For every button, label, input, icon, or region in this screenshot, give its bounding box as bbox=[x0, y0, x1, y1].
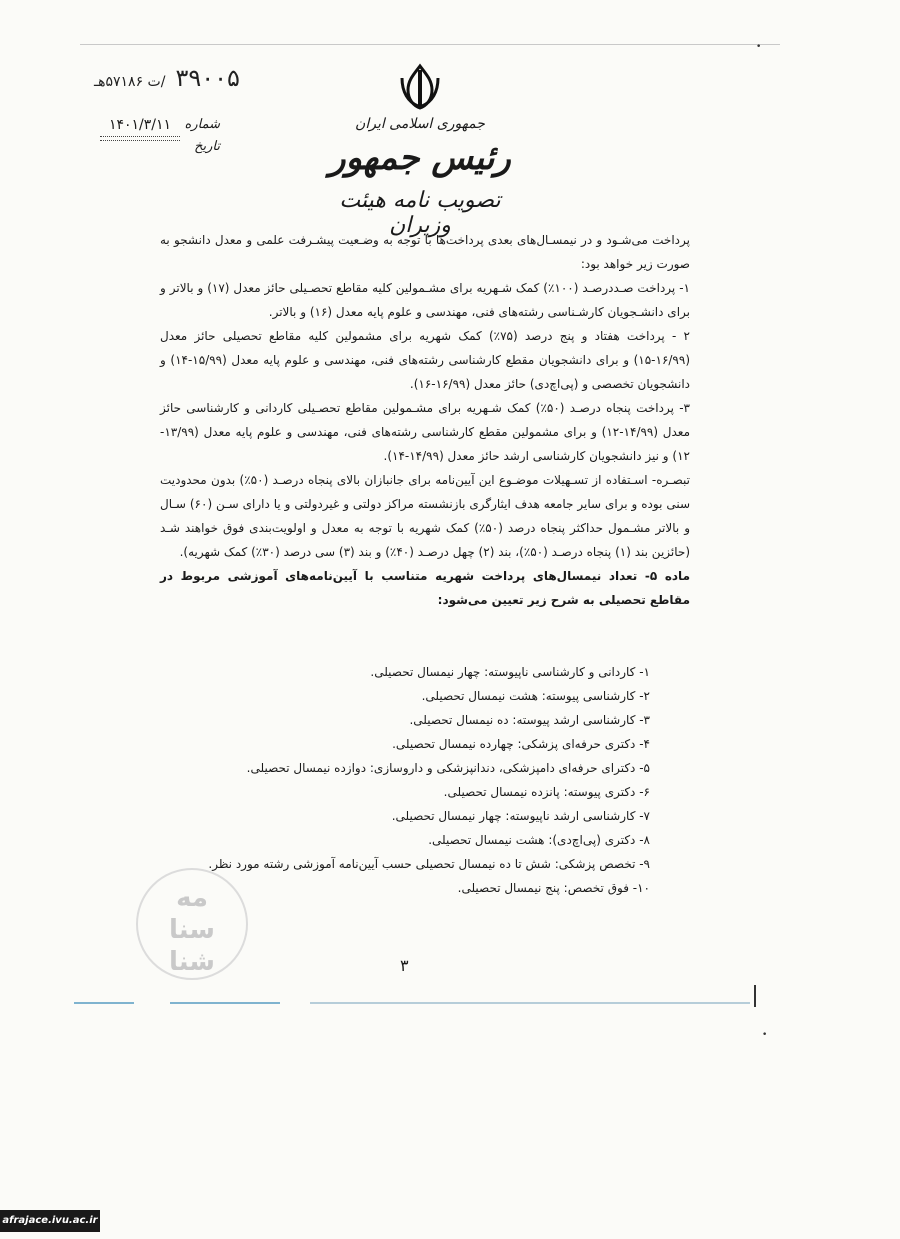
iran-emblem-icon bbox=[398, 62, 442, 110]
date-label: تاریخ bbox=[194, 139, 220, 154]
list-item: ۱- کاردانی و کارشناسی ناپیوسته: چهار نیمسال تحصیلی. bbox=[370, 665, 650, 679]
list-item: ۳- کارشناسی ارشد پیوسته: ده نیمسال تحصیلی. bbox=[409, 713, 650, 727]
scan-mark: • bbox=[762, 1030, 768, 1040]
letter-reference: /ت ۵۷۱۸۶هـ bbox=[94, 74, 166, 90]
paragraph-article-5: ماده ۵- تعداد نیمسال‌های پرداخت شهریه متناسب با آیین‌نامه‌های آموزشی مربوط در مقاطع تحصیلی به شرح زیر تعیین می‌شود: bbox=[160, 569, 690, 607]
list-item: ۵- دکترای حرفه‌ای دامپزشکی، دندانپزشکی و داروسازی: دوازده نیمسال تحصیلی. bbox=[246, 761, 650, 775]
faded-stamp bbox=[136, 868, 248, 980]
letter-number-value: ۳۹۰۰۵ bbox=[175, 64, 240, 92]
bottom-rule bbox=[74, 1002, 134, 1004]
paragraph-intro: پرداخت می‌شـود و در نیمسـال‌های بعدی پرداخت‌ها با توجه به وضـعیت پیشـرفت علمی و معدل دانشجو به صورت زیر خواهد بود: bbox=[160, 233, 690, 271]
list-item: ۲- کارشناسی پیوسته: هشت نیمسال تحصیلی. bbox=[421, 689, 650, 703]
scan-mark: • bbox=[756, 42, 762, 52]
page-number: ۳ bbox=[400, 956, 409, 975]
semester-list bbox=[150, 660, 680, 900]
number-label: شماره bbox=[184, 117, 220, 132]
paragraph-item-1: ۱- پرداخت صـددرصـد (۱۰۰٪) کمک شـهریه برای مشـمولین کلیه مقاطع تحصـیلی حائز معدل (۱۷) و بالاتر و برای دانشـجویان کارشـناسی رشته‌های فنی، مهندسی و علوم پایه معدل (۱۶) و بالاتر. bbox=[160, 281, 690, 319]
list-item: ۶- دکتری پیوسته: پانزده نیمسال تحصیلی. bbox=[443, 785, 650, 799]
header-labels bbox=[180, 114, 220, 158]
list-item: ۹- تخصص پزشکی: شش تا ده نیمسال تحصیلی حسب آیین‌نامه آموزشی رشته مورد نظر. bbox=[208, 857, 650, 871]
scan-bar bbox=[754, 985, 756, 1007]
stamp-line: مه bbox=[176, 883, 208, 913]
list-item: ۸- دکتری (پی‌اچ‌دی): هشت نیمسال تحصیلی. bbox=[428, 833, 650, 847]
stamp-line: سنا bbox=[169, 915, 215, 945]
paragraph-item-2: ۲ - پرداخت هفتاد و پنج درصد (۷۵٪) کمک شهریه برای مشمولین کلیه مقاطع تحصیلی حائز معدل (۱۶/۹۹-۱۵) و برای دانشجویان مقطع کارشناسی رشته‌های فنی، مهندسی و علوم پایه معدل (۱۵/۹۹-۱۴) و دانشجویان تخصصی و (پی‌اچ‌دی) حائز معدل (۱۶/۹۹-۱۶). bbox=[160, 329, 691, 391]
site-watermark: afrajace.ivu.ac.ir bbox=[0, 1210, 100, 1232]
list-item: ۷- کارشناسی ارشد ناپیوسته: چهار نیمسال تحصیلی. bbox=[391, 809, 650, 823]
letter-date: ۱۴۰۱/۳/۱۱ bbox=[100, 114, 180, 137]
president-title: رئیس جمهور bbox=[329, 138, 511, 178]
list-item: ۱۰- فوق تخصص: پنج نیمسال تحصیلی. bbox=[457, 881, 650, 895]
letter-number bbox=[94, 64, 240, 92]
paragraph-note: تبصـره- اسـتفاده از تسـهیلات موضـوع این آیین‌نامه برای جانبازان بالای پنجاه درصـد (۵۰٪) بدون محدودیت سنی بوده و برای سایر جامعه هدف ایثارگری بازنشسته مراکز دولتی و غیردولتی و یا دارای سـن (۶۰) سـال و بالاتر مشـمول حداکثر پنجاه درصد (۵۰٪) کمک شهریه با توجه به معدل و اولویت‌بندی فوق خواهند شـد (حائزین بند (۱) پنجاه درصـد (۵۰٪)، بند (۲) چهل درصـد (۴۰٪) و بند (۳) سی درصد (۳۰٪) کمک شهریه). bbox=[160, 473, 690, 559]
top-rule bbox=[80, 44, 780, 45]
list-item: ۴- دکتری حرفه‌ای پزشکی: چهارده نیمسال تحصیلی. bbox=[392, 737, 650, 751]
stamp-line: شنا bbox=[169, 947, 215, 977]
document-body bbox=[160, 228, 690, 612]
date-dotted-line bbox=[100, 140, 180, 141]
republic-title: جمهوری اسلامی ایران bbox=[355, 116, 485, 132]
bottom-rule bbox=[170, 1002, 280, 1004]
bottom-rule bbox=[310, 1002, 750, 1004]
paragraph-item-3: ۳- پرداخت پنجاه درصـد (۵۰٪) کمک شـهریه برای مشـمولین مقاطع تحصـیلی کاردانی و کارشناسی حائز معدل (۱۴/۹۹-۱۲) و برای مشمولین مقطع کارشناسی رشته‌های فنی، مهندسی و علوم پایه معدل (۱۳/۹۹- ۱۲) و نیز دانشجویان کارشناسی ارشد حائز معدل (۱۴/۹۹-۱۴). bbox=[160, 401, 691, 463]
cabinet-title: تصویب نامه هیئت وزیران bbox=[339, 188, 501, 238]
